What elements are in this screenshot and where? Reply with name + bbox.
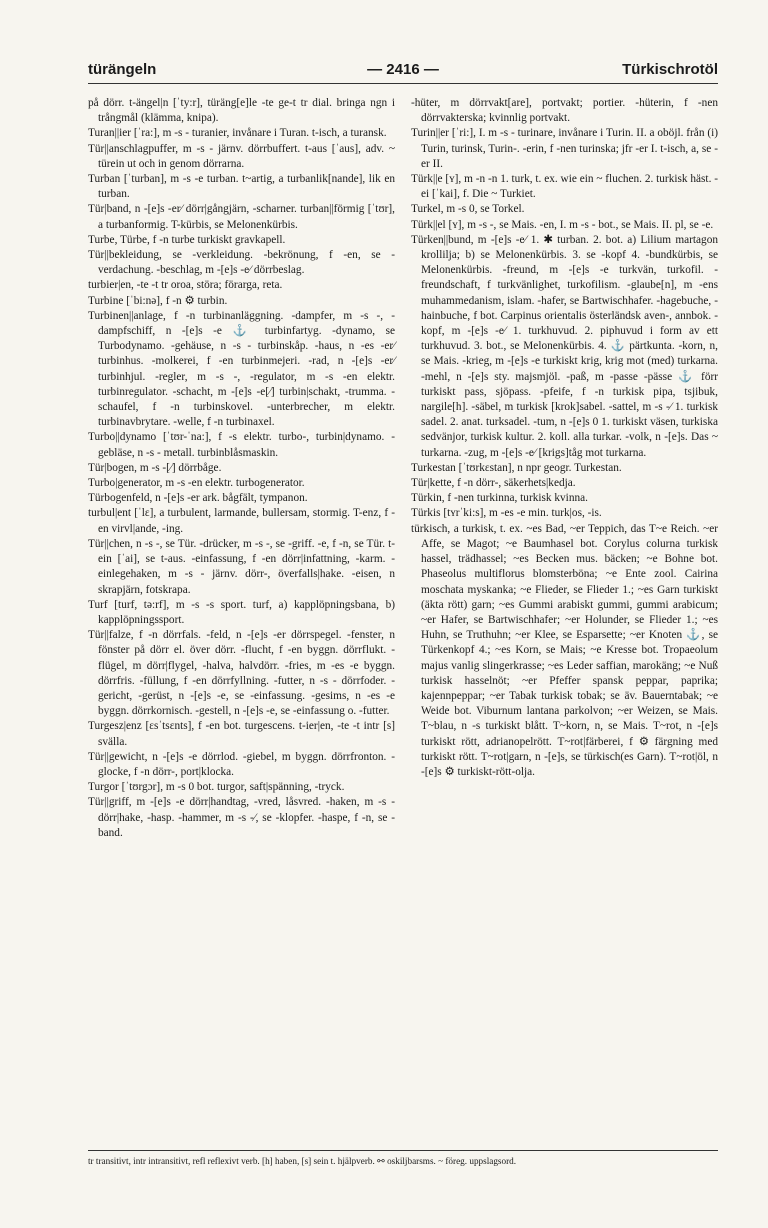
- header-left-word: türängeln: [88, 61, 157, 78]
- entry: türkisch, a turkisk, t. ex. ~es Bad, ~er Teppich, das T~e Reich. ~er Affe, se Magot; ~e Baumhasel bot. Corylus colurna turkisk hassel, trädhassel; ~es Becken mus. bäcken; ~e Bohne bot. Phaseolus multiflorus blomsterböna; ~e Ente zool. Cairina moschata myskanka; ~e Flieder, se Flieder 1.; ~es Garn turkiskt (äkta rött) garn; ~es Gummi arabiskt gummi, gummi arabicum; ~er Hafer, se Bartwischhafer; ~er Holunder, se Flieder 1.; ~es Huhn, se Truthuhn; ~er Klee, se Esparsette; ~er Knoten ⚓, se Türkenkopf 4.; ~es Korn, se Mais; ~e Kresse bot. Tropaeolum majus vanlig slingerkrasse; ~es Leder saffian, marokäng; ~e Nuß turkisk hasselnöt; ~er Pfeffer spansk peppar, paprika; kajennpeppar; ~er Tabak turkisk tobak; se äv. Bauerntabak; ~e Weide bot. Viburnum lantana parkolvon; ~er Weizen, se Mais. T~blau, n -s turkiskt blått. T~korn, n, se Mais. T~rot, n -[e]s turkiskt rött, adrianopelrött. T~rot|färberei, f ⚙ färgning med turkiskt rött. T~rot|garn, n -[e]s, se türkisch(es Garn). T~rot|öl, n -[e]s ⚙ turkiskt-rött-olja.: [411, 522, 718, 778]
- entry: Tür||griff, m -[e]s -e dörr|handtag, -vred, låsvred. -haken, m -s - dörr|hake, -hasp. -hammer, m -s -⁄, se -klopfer. -haspe, f -n, se -band.: [88, 796, 395, 839]
- right-column: [411, 96, 718, 841]
- entry: Türkis [tʏrˈki:s], m -es -e min. turk|os, -is.: [411, 507, 602, 520]
- entry: Turgor [ˈtʊrgɔr], m -s 0 bot. turgor, saft|spänning, -tryck.: [88, 781, 345, 794]
- entry: Türken||bund, m -[e]s -e⁄ 1. ✱ turban. 2. bot. a) Lilium martagon krollilja; b) se Melonenkürbis. 3. se -kopf 4. -bundkürbis, se Melonenkürbis. -freund, m -[e]s -e turkvän, turkofil. -freundschaft, f turkvänlighet, turkofilism. -glaube[n], m -ens muhammedanism, islam. -hafer, se Bartwischhafer. -hagebuche, -hainbuche, f bot. Carpinus orientalis österländsk aven-, annbok. -kopf, m -[e]s -e⁄ 1. turkhuvud. 2. piphuvud i form av ett turkhuvud. 3. bot., se Melonenkürbis. 4. ⚓ pärtkunta. -korn, n, se Mais. -krieg, m -[e]s -e turkiskt krig, krig mot (med) turkarna. -mehl, n -[e]s sty. majsmjöl. -paß, m -passe -pässe ⚓ förr turkiskt pass, sjöpass. -pfeife, f -n turkisk pipa, tsjibuk, nargile[h]. -säbel, m turkisk [krok]sabel. -sattel, m -s -⁄ 1. turkisk sadel. 2. anat. turksadel. -tum, n -[e]s 0 1. turkiskt väsen, turkiska sedvänjor, turkisk kultur. 2. koll. alla turkar. -volk, n -[e]s. Das ~ turkarna. -zug, m -[e]s -e⁄ [krigs]tåg mot turkarna.: [411, 233, 718, 459]
- entry: Türk||el [ʏ], m -s -, se Mais. -en, I. m -s - bot., se Mais. II. pl, se -e.: [411, 218, 714, 231]
- entry: Turbinen||anlage, f -n turbinanläggning. -dampfer, m -s -, -dampfschiff, n -[e]s -e ⚓ turbinfartyg. -dynamo, se Turbodynamo. -gehäuse, n -s - turbinskåp. -haus, n -es -er⁄ turbinhus. -molkerei, f -en turbinmejeri. -rad, n -[e]s -er⁄ turbinhjul. -regler, m -s -, -regulator, m -s -en elektr. turbinregulator. -schacht, m -[e]s -e[⁄] turbin|schakt, -trumma. -schaufel, f -n turbinskovel. -unterbrecher, m elektr. turbinavbrytare. -welle, f -n turbinaxel.: [88, 309, 395, 429]
- entry: Turgesz|enz [ɛsˈtsɛnts], f -en bot. turgescens. t-ier|en, -te -t intr [s] svälla.: [88, 720, 395, 748]
- entry: Turkestan [ˈtʊrkɛstan], n npr geogr. Turkestan.: [411, 461, 622, 474]
- entry: Türbogenfeld, n -[e]s -er ark. bågfält, tympanon.: [88, 492, 308, 505]
- entry: Tür|kette, f -n dörr-, säkerhets|kedja.: [411, 477, 576, 490]
- entry: Turbo|generator, m -s -en elektr. turbogenerator.: [88, 477, 305, 490]
- entry: Tür|bogen, m -s -[⁄] dörrbåge.: [88, 461, 222, 474]
- entry: Türk||e [ʏ], m -n -n 1. turk, t. ex. wie ein ~ fluchen. 2. turkisk häst. -ei [ˈkai], f. Die ~ Turkiet.: [411, 173, 718, 201]
- page-header: [88, 48, 718, 78]
- page-number: — 2416 —: [367, 61, 439, 78]
- entry: Tür||falze, f -n dörrfals. -feld, n -[e]s -er dörrspegel. -fenster, n fönster på dörr el. över dörr. -flucht, f -en byggn. dörrflukt. -flügel, m dörr|flygel, -halva, halvdörr. -fries, m -es -e byggn. dörrfris. -füllung, f -en dörrfyllning. -futter, n -s - dörrfoder. -gericht, -gerüst, n -[e]s -e, se -einfassung. -gesims, n -es -e byggn. dörrkornisch. -gestell, n -[e]s -e, se -einfassung o. -futter.: [88, 629, 395, 718]
- left-column: [88, 96, 395, 841]
- entry: turbier|en, -te -t tr oroa, störa; förarga, reta.: [88, 279, 283, 292]
- abbreviation-legend: tr transitivt, intr intransitivt, refl reflexivt verb. [h] haben, [s] sein t. hjälpverb. ⚯ oskiljbarsms. ~ föreg. uppslagsord.: [88, 1156, 517, 1166]
- entry: Turin||er [ˈri:], I. m -s - turinare, invånare i Turin. II. a oböjl. från (i) Turin, turinsk, Turin-. -erin, f -nen turinska; jfr -er I. t-isch, a, se -er II.: [411, 127, 718, 170]
- entry: Turf [turf, tə:rf], m -s -s sport. turf, a) kapplöpningsbana, b) kapplöpningssport.: [88, 598, 395, 626]
- entry: Tür||bekleidung, se -verkleidung. -bekrönung, f -en, se -verdachung. -beschlag, m -[e]s -e⁄ dörrbeslag.: [88, 249, 395, 277]
- entry: Turan||ier [ˈra:], m -s - turanier, invånare i Turan. t-isch, a turansk.: [88, 127, 387, 140]
- header-rule: [88, 83, 718, 84]
- entry: Tür||anschlagpuffer, m -s - järnv. dörrbuffert. t-aus [ˈaus], adv. ~ türein ut och in genom dörrarna.: [88, 142, 395, 170]
- entry: -hüter, m dörrvakt[are], portvakt; portier. -hüterin, f -nen dörrvakterska; kvinnlig portvakt.: [411, 97, 718, 125]
- entry: Tür||gewicht, n -[e]s -e dörrlod. -giebel, m byggn. dörrfronton. -glocke, f -n dörr-, port|klocka.: [88, 750, 395, 778]
- entry: Turban [ˈturban], m -s -e turban. t~artig, a turbanlik[nande], lik en turban.: [88, 173, 395, 201]
- header-right-word: Türkischrotöl: [622, 61, 718, 78]
- entry: Turbine [ˈbi:nə], f -n ⚙ turbin.: [88, 294, 228, 307]
- text-columns: [88, 96, 718, 841]
- entry: på dörr. t-ängel|n [ˈty:r], türäng[e]le -te ge-t tr dial. bringa ngn i trångmål (klämma, knipa).: [88, 97, 395, 125]
- footer-rule: [88, 1150, 718, 1151]
- entry: Tür||chen, n -s -, se Tür. -drücker, m -s -, se -griff. -e, f -n, se Tür. t-ein [ˈai], se t-aus. -einfassung, f -en dörr|infattning, -karm. -einlegehaken, m -s - järnv. dörr-, överfalls|hake. -eisen, n skrapjärn, fotskrapa.: [88, 537, 395, 596]
- entry: Turbe, Türbe, f -n turbe turkiskt gravkapell.: [88, 233, 286, 246]
- dictionary-page: [88, 48, 718, 841]
- entry: Turkel, m -s 0, se Torkel.: [411, 203, 525, 216]
- entry: turbul|ent [ˈlɛ], a turbulent, larmande, bullersam, stormig. T-enz, f -en virvl|ande, -ing.: [88, 507, 395, 535]
- entry: Tür|band, n -[e]s -er⁄ dörr|gångjärn, -scharner. turban||förmig [ˈtʊr], a turbanformig. T-kürbis, se Melonenkürbis.: [88, 203, 395, 231]
- entry: Turbo||dynamo [ˈtʊr-ˈna:], f -s elektr. turbo-, turbin|dynamo. -gebläse, n -s - metall. turbinblåsmaskin.: [88, 431, 395, 459]
- entry: Türkin, f -nen turkinna, turkisk kvinna.: [411, 492, 588, 505]
